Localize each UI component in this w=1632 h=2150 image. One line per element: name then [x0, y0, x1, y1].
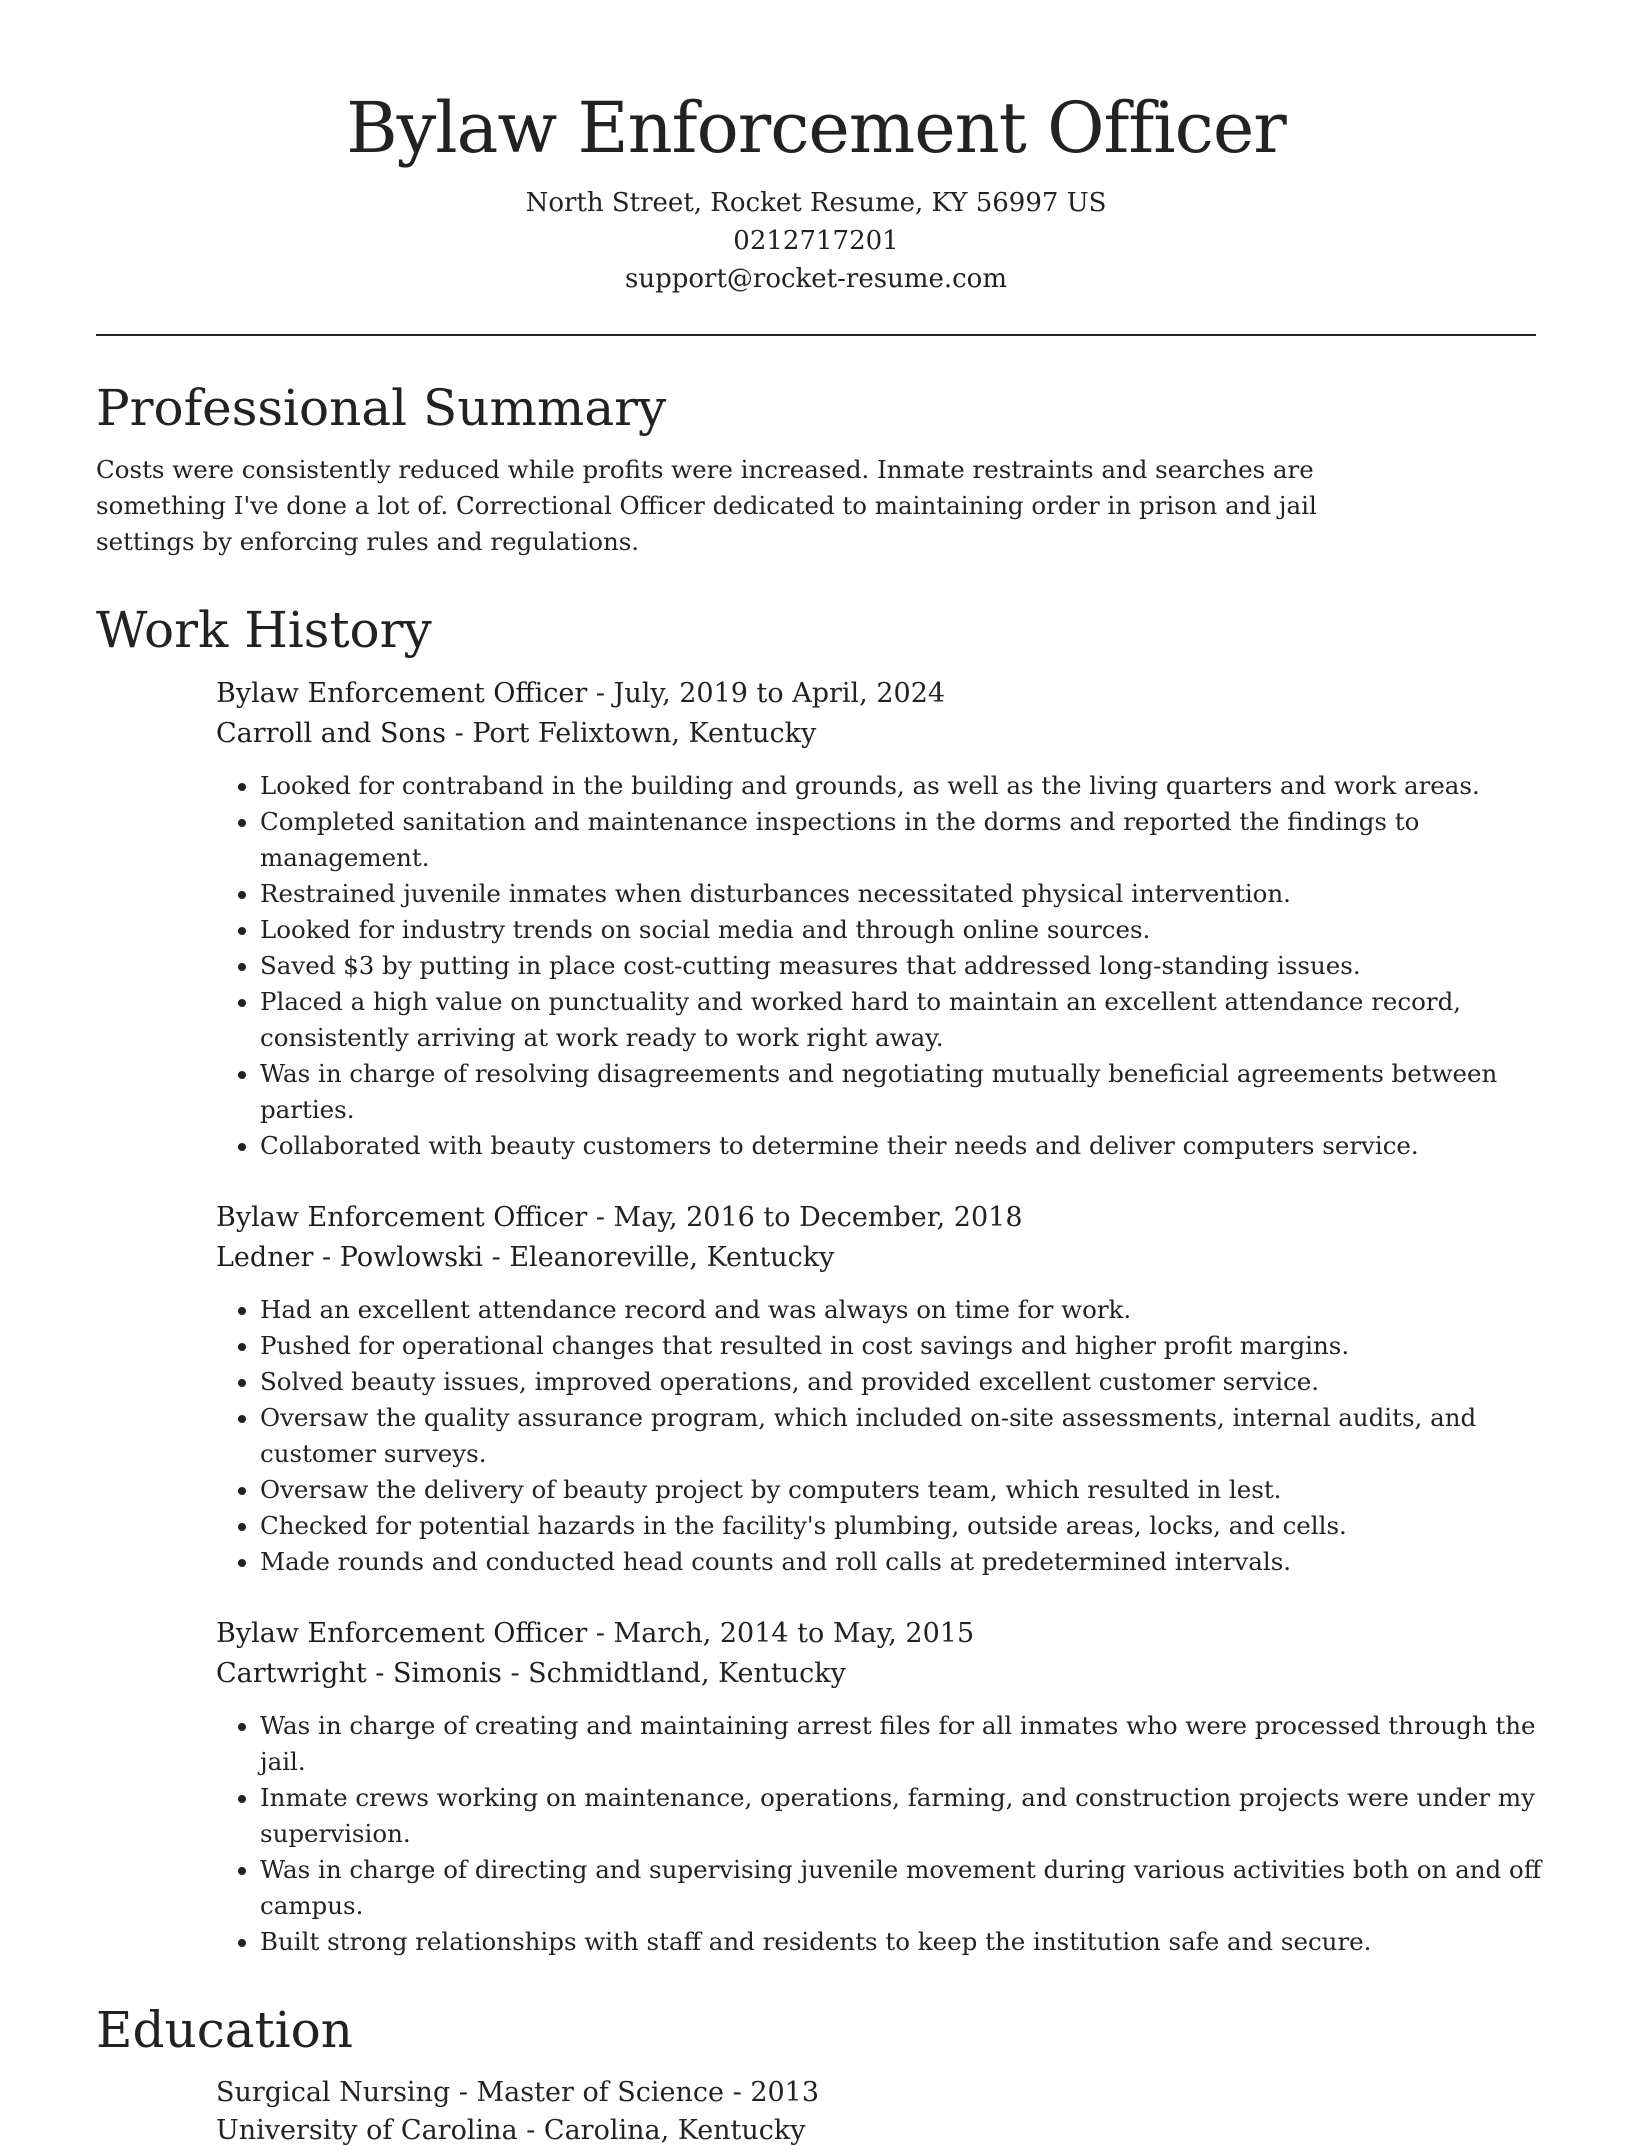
separator: -: [483, 1242, 510, 1273]
job-entry: [216, 1614, 1542, 1960]
contact-phone: 0212717201: [733, 226, 899, 256]
education-school-line: [216, 2112, 1536, 2150]
job-company: Ledner - Powlowski: [216, 1242, 484, 1273]
summary-text: Costs were consistently reduced while profits were increased. Inmate restraints and searches are something I've done a lot of. Correctional Officer dedicated to maintaining order in prison and jail settings by enforcing rules and regulations.: [96, 455, 1317, 556]
jobs-list: [216, 674, 1542, 1960]
bullet-item: • Inmate crews working on maintenance, operations, farming, and construction projects were under my supervision.: [260, 1780, 1550, 1852]
separator: -: [587, 1618, 614, 1649]
job-entry: [216, 674, 1536, 1164]
bullet-item: • Checked for potential hazards in the facility's plumbing, outside areas, locks, and cells.: [260, 1508, 1550, 1544]
header-divider: [96, 334, 1536, 336]
bullet-item: • Pushed for operational changes that resulted in cost savings and higher profit margins.: [260, 1328, 1550, 1364]
job-dates: July, 2019 to April, 2024: [613, 678, 946, 709]
separator: -: [446, 718, 473, 749]
bullet-item: • Looked for industry trends on social media and through online sources.: [260, 912, 1550, 948]
job-title: Bylaw Enforcement Officer: [216, 678, 588, 709]
job-title: Bylaw Enforcement Officer: [216, 1618, 588, 1649]
job-dates: May, 2016 to December, 2018: [613, 1202, 1023, 1233]
separator: -: [724, 2077, 751, 2108]
bullet-item: • Oversaw the quality assurance program, which included on-site assessments, internal audits, and customer surveys.: [260, 1400, 1550, 1472]
contact-address: North Street, Rocket Resume, KY 56997 US: [525, 188, 1107, 218]
job-title-line: [216, 1614, 1536, 1654]
education-year: 2013: [750, 2077, 820, 2108]
job-company-line: [216, 1654, 1536, 1694]
bullet-item: • Made rounds and conducted head counts and roll calls at predetermined intervals.: [260, 1544, 1550, 1580]
work-history-section: [96, 598, 1542, 1960]
job-bullets: [216, 1292, 1550, 1580]
bullet-item: • Was in charge of resolving disagreements and negotiating mutually beneficial agreements between parties.: [260, 1056, 1550, 1128]
bullet-item: • Restrained juvenile inmates when disturbances necessitated physical intervention.: [260, 876, 1550, 912]
job-title-line: [216, 1198, 1536, 1238]
job-title: Bylaw Enforcement Officer: [216, 1202, 588, 1233]
separator: -: [501, 1658, 529, 1689]
education-school: University of Carolina: [216, 2115, 518, 2146]
job-location: Eleanoreville, Kentucky: [509, 1242, 835, 1273]
bullet-item: • Built strong relationships with staff and residents to keep the institution safe and secure.: [260, 1924, 1550, 1960]
bullet-item: • Had an excellent attendance record and was always on time for work.: [260, 1292, 1550, 1328]
contact-email: support@rocket-resume.com: [624, 264, 1007, 294]
bullet-item: • Placed a high value on punctuality and worked hard to maintain an excellent attendance record, consistently arriving at work ready to work right away.: [260, 984, 1550, 1056]
resume-page: [96, 0, 1542, 2150]
bullet-item: • Looked for contraband in the building and grounds, as well as the living quarters and work areas.: [260, 768, 1550, 804]
job-location: Schmidtland, Kentucky: [528, 1658, 846, 1689]
education-entry: [216, 2074, 1536, 2150]
resume-header: [96, 0, 1536, 298]
education-degree-line: [216, 2074, 1536, 2112]
separator: -: [587, 678, 614, 709]
education-heading: Education: [96, 2001, 353, 2059]
job-bullets: [216, 1708, 1550, 1960]
job-company-line: [216, 1238, 1536, 1278]
separator: -: [517, 2115, 544, 2146]
bullet-item: • Solved beauty issues, improved operations, and provided excellent customer service.: [260, 1364, 1550, 1400]
bullet-item: • Was in charge of creating and maintaining arrest files for all inmates who were processed through the jail.: [260, 1708, 1550, 1780]
bullet-item: • Was in charge of directing and supervising juvenile movement during various activities both on and off campus.: [260, 1852, 1550, 1924]
job-bullets: [216, 768, 1550, 1164]
summary-heading: Professional Summary: [96, 379, 667, 437]
bullet-item: • Completed sanitation and maintenance inspections in the dorms and reported the findings to management.: [260, 804, 1550, 876]
education-location: Carolina, Kentucky: [543, 2115, 806, 2146]
job-entry: [216, 1198, 1536, 1580]
candidate-name: Bylaw Enforcement Officer: [346, 87, 1286, 169]
job-company: Carroll and Sons: [216, 718, 447, 749]
bullet-item: • Oversaw the delivery of beauty project by computers team, which resulted in lest.: [260, 1472, 1550, 1508]
contact-info: [96, 184, 1536, 298]
job-dates: March, 2014 to May, 2015: [613, 1618, 975, 1649]
job-title-line: [216, 674, 1536, 714]
summary-section: [96, 376, 1536, 560]
separator: -: [587, 1202, 614, 1233]
job-company-line: [216, 714, 1536, 754]
education-field: Surgical Nursing: [216, 2077, 451, 2108]
job-company: Cartwright - Simonis: [216, 1658, 502, 1689]
education-degree: Master of Science: [476, 2077, 725, 2108]
job-location: Port Felixtown, Kentucky: [472, 718, 817, 749]
education-section: [96, 1998, 1536, 2150]
bullet-item: • Saved $3 by putting in place cost-cutting measures that addressed long-standing issues.: [260, 948, 1550, 984]
separator: -: [450, 2077, 477, 2108]
bullet-item: • Collaborated with beauty customers to determine their needs and deliver computers service.: [260, 1128, 1550, 1164]
work-history-heading: Work History: [96, 601, 432, 659]
